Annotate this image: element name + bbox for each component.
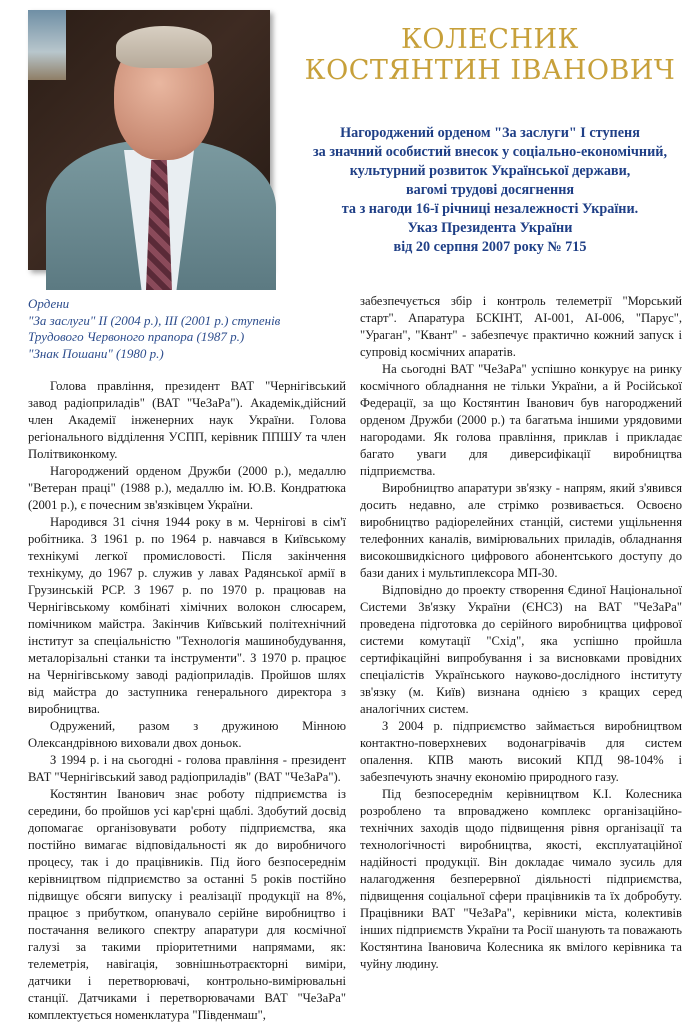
orders-list [28,296,348,362]
name-surname: КОЛЕСНИК [401,24,579,55]
award-line: Нагороджений орденом "За заслуги" І ступеня [340,125,640,141]
portrait-hair [116,26,212,68]
award-line: культурний розвиток Української держави, [349,163,631,179]
body-paragraph-continued: забезпечується збір і контроль телеметрії "Морський старт". Апаратура БСКІНТ, АІ-001, АІ-006, "Парус", "Ураган", "Квант" - забезпечує практично кожний запуск і супровід космічних апаратів. [360,294,682,359]
award-statement [298,124,682,257]
right-column [360,293,682,985]
body-paragraph: З 1994 р. і на сьогодні - голова правління - президент ВАТ "Чернігівський завод радіоприладів" (ВАТ "ЧеЗаРа"). [28,753,346,784]
orders-heading: Ордени [28,296,70,311]
orders-item: "Знак Пошани" (1980 р.) [28,345,164,361]
body-paragraph: Виробництво апаратури зв'язку - напрям, який з'явився досить недавно, але стрімко розвивається. Освоєно виробництво радіорелейних станцій, системи ущільнення телефонних каналів, вимірювальних приладів, обладнання високошвидкісного цифрового абонентського доступу до бази даних і мультиплексора МП-30. [360,481,682,580]
orders-item: "За заслуги" ІІ (2004 р.), ІІІ (2001 р.) ступенів [28,312,281,328]
left-column [28,378,346,1022]
body-paragraph: Нагороджений орденом Дружби (2000 р.), медаллю "Ветеран праці" (1988 р.), медаллю ім. Ю.В. Кондратюка (2001 р.), є почесним зв'язківцем України. [28,464,346,512]
background-picture [28,10,66,80]
person-name [300,24,680,86]
body-paragraph: Голова правління, президент ВАТ "Чернігівський завод радіоприладів" (ВАТ "ЧеЗаРа"). Академік,дійсний член Академії інженерних наук України. Голова регіонального відділення УСПП, керівник ППШУ та член Політвиконкому. [28,379,346,461]
name-given: КОСТЯНТИН ІВАНОВИЧ [304,55,676,86]
body-paragraph: З 2004 р. підприємство займається виробництвом контактно-поверхневих водонагрівачів для систем опалення. КПВ мають високий КПД 98-104% і забезпечують значну економію природного газу. [360,719,682,784]
award-line: від 20 серпня 2007 року № 715 [393,239,587,255]
body-paragraph: Одружений, разом з дружиною Мінною Олександрівною виховали двох доньок. [28,719,346,750]
body-paragraph: Під безпосереднім керівництвом К.І. Колесника розроблено та впроваджено комплекс організаційно-технічних заходів щодо підвищення рівня організації та технологічності виробництва, якості, експлуатаційної надійності продукції. Він докладає чимало зусиль для налагодження безперервної діяльності підприємства, підвищення соціальної сфери працівників та їх добробуту. Працівники ВАТ "ЧеЗаРа", керівники міста, колективів інших підприємств України та Росії шанують та поважають Костянтина Івановича Колесника як вмілого керівника та чуйну людину. [360,787,682,971]
orders-item: Трудового Червоного прапора (1987 р.) [28,329,245,344]
body-paragraph: На сьогодні ВАТ "ЧеЗаРа" успішно конкурує на ринку космічного обладнання не тільки України, а й Російської Федерації, за що Костянтин Іванович був нагороджений орденом Дружби (2000 р.) та багатьма іншими урядовими нагородами. Як голова правління, приклав і прикладає багато уваги для диверсифікації виробництва підприємства. [360,362,682,478]
award-line: та з нагоди 16-ї річниці незалежності України. [341,201,639,217]
body-paragraph: Народився 31 січня 1944 року в м. Чернігові в сім'ї робітника. З 1961 р. по 1964 р. навчався в Київському технікумі легкої промисловості. Після закінчення технікуму, до 1967 р. служив у лавах Радянської армії в Грузинській РСР. З 1967 р. по 1970 р. працював на Чернігівському комбінаті хімічних волокон слюсарем, помічником майстра. Закінчив Київський політехнічний інститут за спеціальністю "Технологія машинобудування, металорізальні станки та інструменти". З 1970 р. працює на Чернігівському заводі радіоприладів. Пройшов шлях від майстра до заступника генерального директора з виробництва. [28,515,346,716]
body-paragraph: Костянтин Іванович знає роботу підприємства із середини, бо пройшов усі кар'єрні щаблі. Здобутий досвід допомагає організовувати роботу підприємства, яка постійно вимагає відповідальності як до виробничого процесу, так і до працівників. Під його безпосереднім керівництвом підприємство за останні 5 років постійно підвищує обсяги випуску і реалізації продукції на 8%, працює з прибутком, опанувало серійне виробництво і постачання великого спектру апаратури для космічної галузі за такими пріоритетними напрямами, як: телеметрія, навігація, зовнішньотраєкторні виміри, датчики і перетворювачі, контрольно-вимірювальні станції. Датчиками і перетворювачами ВАТ "ЧеЗаРа" комплектується номенклатура "Південмаш", [28,787,346,1022]
award-line: за значний особистий внесок у соціально-економічний, [312,144,668,160]
award-line: Указ Президента України [407,220,573,236]
award-line: вагомі трудові досягнення [405,182,575,198]
portrait-photo [28,10,270,270]
body-paragraph: Відповідно до проекту створення Єдиної Національної Системи Зв'язку України (ЄНСЗ) на ВАТ "ЧеЗаРа" проведена підготовка до серійного виробництва цифрової системи комутації "Схід", яка успішно пройшла сертифікаційні випробування і за висновками провідних спеціалістів Українського науково-дослідного інституту зв'язку (м. Київ) визнана однією з кращих серед аналогічних систем. [360,583,682,716]
